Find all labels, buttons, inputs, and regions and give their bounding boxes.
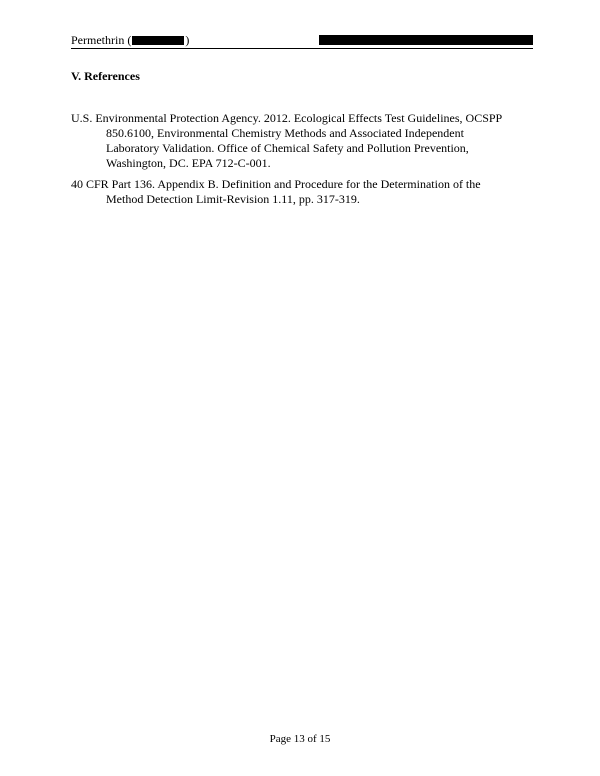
header-suffix: ) (185, 33, 190, 47)
page-number: Page 13 of 15 (269, 733, 331, 745)
reference-item: 40 CFR Part 136. Appendix B. Definition and Procedure for the Determination of the Method Detection Limit-Revision 1.11, pp. 317-319. (71, 177, 481, 206)
header-title (71, 33, 189, 48)
redaction-box (132, 36, 184, 45)
section-heading: V. References (71, 69, 140, 83)
page-header (71, 33, 533, 49)
header-prefix: Permethrin ( (71, 33, 132, 47)
redaction-bar (319, 35, 533, 45)
reference-item: U.S. Environmental Protection Agency. 2012. Ecological Effects Test Guidelines, OCSPP 850.6100, Environmental Chemistry Methods and Associated Independent Laboratory Validation. Office of Chemical Safety and Pollution Prevention, Washington, DC. EPA 712-C-001. (71, 111, 502, 170)
